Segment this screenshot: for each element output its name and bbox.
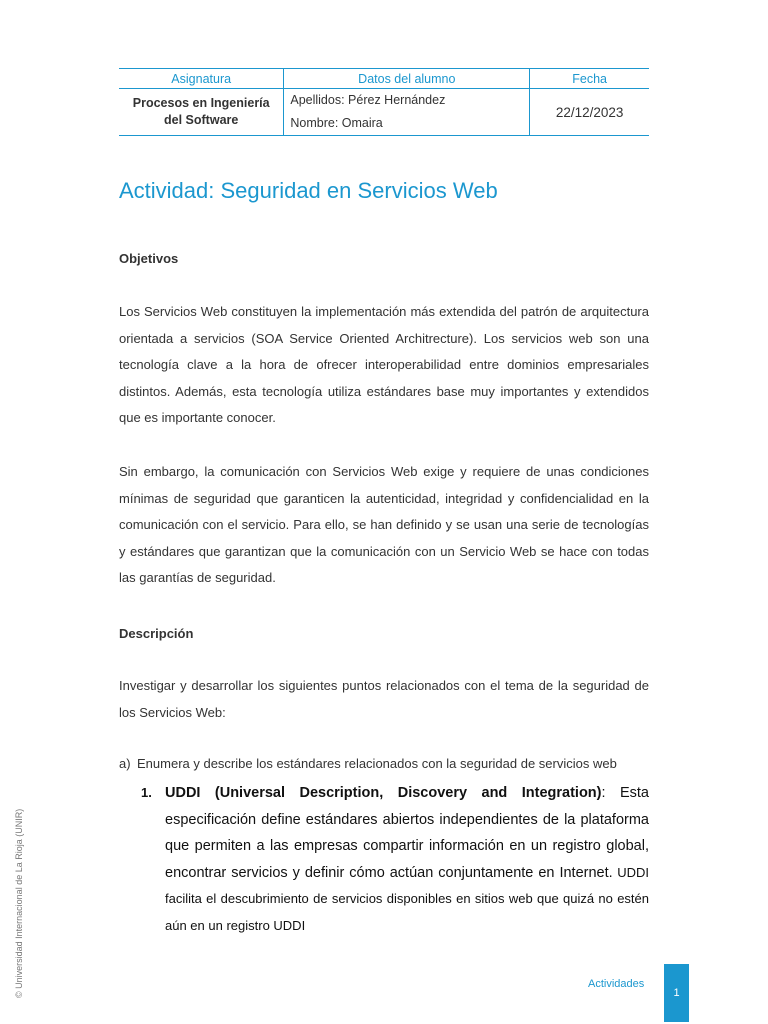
page-title: Actividad: Seguridad en Servicios Web	[119, 178, 498, 203]
header-table	[119, 68, 649, 136]
surname-row	[290, 89, 529, 112]
list-item-a-text: Enumera y describe los estándares relacionados con la seguridad de servicios web	[137, 756, 617, 771]
header-col-student: Datos del alumno	[284, 69, 530, 89]
name-row	[290, 112, 529, 135]
student-cell	[284, 89, 530, 136]
list-item-1-number: 1.	[141, 785, 152, 800]
descripcion-paragraph: Investigar y desarrollar los siguientes puntos relacionados con el tema de la seguridad de los Servicios Web:	[119, 678, 649, 720]
objetivos-paragraph-2: Sin embargo, la comunicación con Servicios Web exige y requiere de unas condiciones mínimas de seguridad que garanticen la autenticidad, integridad y confidencialidad en la comunicación con el servicio. Para ello, se han definido y se usan una serie de tecnologías y estándares que garantizan que la comunicación con un Servicio Web se hace con todas las garantías de seguridad.	[119, 464, 649, 586]
uddi-description-2: UDDI facilita el descubrimiento de servicios disponibles en sitios web que quizá no estén aún en un registro UDDI	[165, 864, 649, 933]
header-col-subject: Asignatura	[119, 69, 284, 89]
uddi-description: : Esta especificación define estándares abiertos independientes de la plataforma que permiten a las empresas compartir información en un registro global, encontrar servicios y definir cómo actúan conjuntamente en Internet.	[165, 785, 649, 881]
surname-label: Apellidos:	[290, 93, 345, 107]
footer-label: Actividades	[588, 978, 645, 990]
list-item-a	[119, 756, 659, 771]
subject-line-1: Procesos en Ingeniería	[132, 96, 270, 110]
objetivos-heading: Objetivos	[119, 251, 179, 266]
subject-cell	[119, 89, 284, 136]
name-value: Omaira	[341, 116, 383, 130]
name-label: Nombre:	[290, 116, 339, 130]
header-col-date: Fecha	[530, 69, 649, 89]
copyright-notice: © Universidad Internacional de La Rioja (UNIR)	[14, 808, 24, 998]
surname-value: Pérez Hernández	[348, 93, 446, 107]
list-item-1	[165, 780, 649, 939]
list-item-a-marker: a)	[119, 756, 131, 771]
objetivos-paragraph-1: Los Servicios Web constituyen la implementación más extendida del patrón de arquitectura orientada a servicios (SOA Service Oriented Architrecture). Los servicios web son una tecnología clave a la hora de ofrecer interoperabilidad entre dominios empresariales distintos. Además, esta tecnología utiliza estándares base muy importantes y extendidos que es importante conocer.	[119, 304, 649, 426]
descripcion-heading: Descripción	[119, 626, 194, 641]
subject-line-2: del Software	[164, 113, 239, 127]
page-number: 1	[664, 964, 689, 1022]
uddi-term: UDDI (Universal Description, Discovery and Integration)	[165, 785, 602, 801]
date-cell: 22/12/2023	[530, 89, 649, 136]
